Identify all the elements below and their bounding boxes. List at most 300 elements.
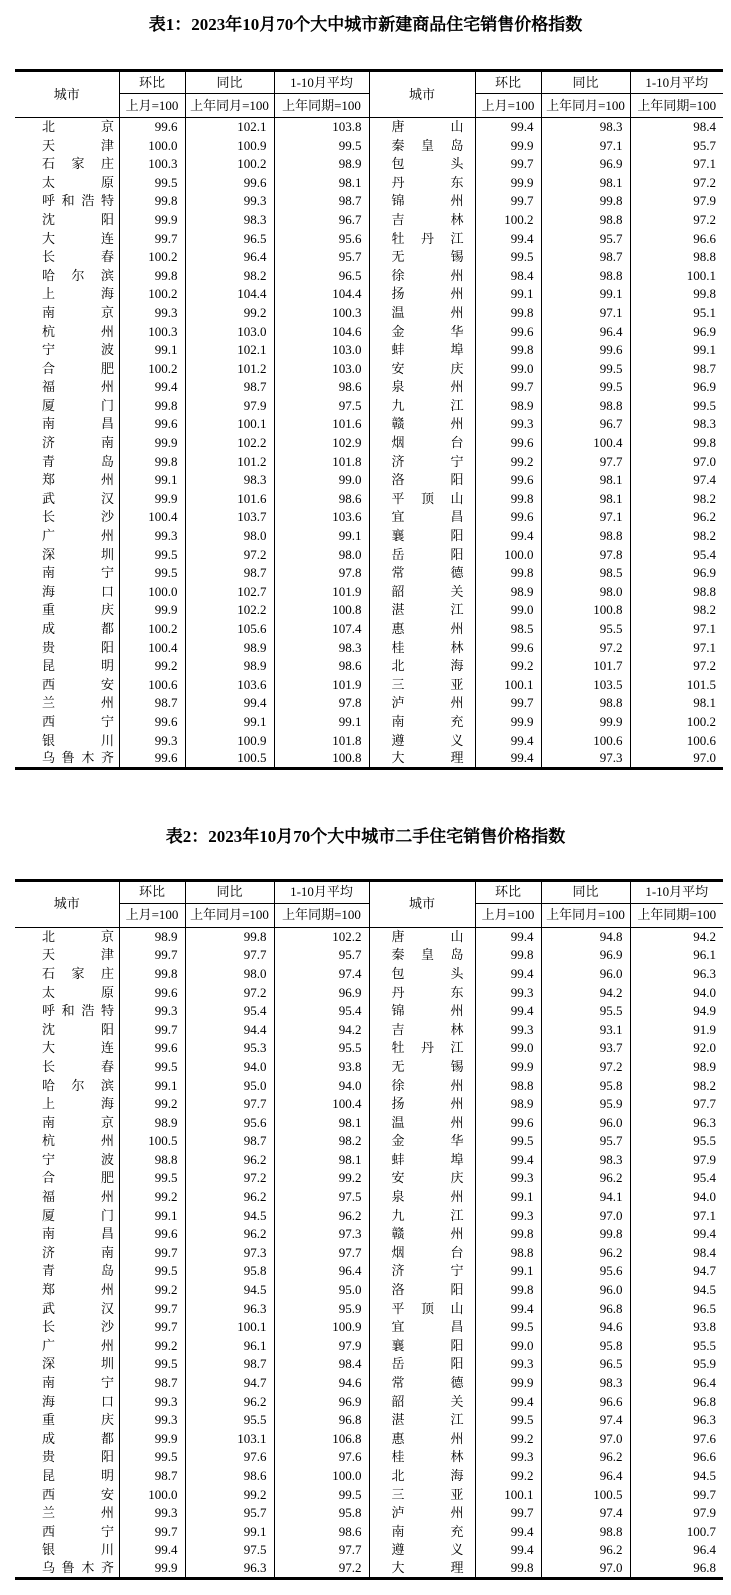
city-cell [369, 155, 475, 174]
value-cell: 99.8 [475, 1559, 541, 1578]
value-cell: 100.8 [274, 750, 369, 769]
value-cell: 98.6 [185, 1467, 274, 1486]
value-cell: 98.3 [541, 118, 630, 137]
value-cell: 94.2 [274, 1020, 369, 1039]
city-cell [369, 1467, 475, 1486]
city-name: 烟 台 [391, 435, 464, 451]
value-cell: 98.6 [274, 489, 369, 508]
table-row [15, 1448, 723, 1467]
table-row [15, 750, 723, 769]
city-name: 湛 江 [391, 602, 464, 618]
value-cell: 96.8 [541, 1299, 630, 1318]
city-cell [369, 731, 475, 750]
table-row [15, 1299, 723, 1318]
value-cell: 99.5 [119, 545, 185, 564]
value-cell: 94.2 [541, 983, 630, 1002]
value-cell: 99.8 [119, 192, 185, 211]
city-name: 贵 阳 [42, 1449, 114, 1465]
value-cell: 100.9 [274, 1318, 369, 1337]
city-name: 唐 山 [391, 929, 464, 944]
value-cell: 98.4 [630, 118, 723, 137]
value-cell: 100.3 [119, 155, 185, 174]
table-row [15, 1225, 723, 1244]
value-cell: 99.4 [475, 731, 541, 750]
value-cell: 97.9 [630, 1150, 723, 1169]
city-name: 西 安 [42, 676, 114, 692]
value-cell: 99.5 [475, 1132, 541, 1151]
value-cell: 99.6 [119, 713, 185, 732]
table-row [15, 1336, 723, 1355]
value-cell: 99.6 [475, 434, 541, 453]
city-name: 天 津 [42, 137, 114, 153]
value-cell: 99.3 [475, 1448, 541, 1467]
city-name: 昆 明 [42, 658, 114, 674]
col-header-yoy-base: 上年同月=100 [541, 903, 630, 927]
city-cell [15, 582, 119, 601]
city-name: 深 圳 [42, 546, 114, 562]
value-cell: 99.4 [475, 1522, 541, 1541]
value-cell: 100.7 [630, 1522, 723, 1541]
value-cell: 97.5 [185, 1541, 274, 1560]
table2-title: 表2：2023年10月70个大中城市二手住宅销售价格指数 [165, 826, 566, 846]
value-cell: 99.7 [119, 1299, 185, 1318]
city-name: 西 安 [42, 1486, 114, 1502]
value-cell: 99.5 [119, 173, 185, 192]
col-header-mom: 环比 [475, 71, 541, 94]
value-cell: 99.5 [119, 1355, 185, 1374]
city-cell [15, 946, 119, 965]
city-cell [15, 1541, 119, 1560]
table-row [15, 1113, 723, 1132]
table-row [15, 378, 723, 397]
table-row [15, 118, 723, 137]
value-cell: 100.1 [475, 675, 541, 694]
col-header-city: 城市 [53, 896, 80, 912]
value-cell: 98.4 [475, 266, 541, 285]
col-header-city: 城市 [369, 880, 475, 927]
value-cell: 96.9 [630, 378, 723, 397]
city-name: 兰 州 [42, 1505, 114, 1521]
value-cell: 100.2 [119, 248, 185, 267]
value-cell: 99.8 [119, 964, 185, 983]
value-cell: 99.4 [475, 927, 541, 946]
value-cell: 99.1 [185, 713, 274, 732]
value-cell: 99.7 [475, 192, 541, 211]
city-cell [15, 657, 119, 676]
value-cell: 96.8 [274, 1411, 369, 1430]
value-cell: 99.4 [475, 118, 541, 137]
table-row [15, 1467, 723, 1486]
value-cell: 99.5 [475, 1318, 541, 1337]
value-cell: 99.1 [119, 341, 185, 360]
city-name: 泸 州 [391, 1505, 464, 1521]
value-cell: 97.1 [630, 638, 723, 657]
city-cell [15, 1336, 119, 1355]
value-cell: 99.5 [274, 136, 369, 155]
value-cell: 95.7 [185, 1504, 274, 1523]
city-name: 海 口 [42, 583, 114, 599]
value-cell: 99.4 [475, 1541, 541, 1560]
city-name: 湛 江 [391, 1412, 464, 1428]
value-cell: 99.8 [119, 396, 185, 415]
value-cell: 96.9 [630, 322, 723, 341]
value-cell: 99.0 [475, 601, 541, 620]
value-cell: 98.2 [274, 1132, 369, 1151]
city-name: 温 州 [391, 1114, 464, 1130]
value-cell: 99.3 [119, 303, 185, 322]
value-cell: 99.3 [475, 415, 541, 434]
col-header-avg-base: 上年同期=100 [274, 94, 369, 118]
value-cell: 97.5 [274, 396, 369, 415]
city-name: 牡 丹 江 [391, 230, 464, 246]
city-cell [15, 620, 119, 639]
city-name: 唐 山 [391, 119, 464, 135]
city-name: 福 州 [42, 379, 114, 395]
value-cell: 99.5 [541, 378, 630, 397]
value-cell: 99.8 [630, 285, 723, 304]
value-cell: 102.2 [274, 927, 369, 946]
value-cell: 99.5 [541, 359, 630, 378]
table-row [15, 620, 723, 639]
city-cell [369, 415, 475, 434]
city-cell [15, 378, 119, 397]
value-cell: 97.0 [630, 750, 723, 769]
city-name: 安 庆 [391, 1170, 464, 1186]
value-cell: 96.2 [185, 1392, 274, 1411]
city-cell [15, 927, 119, 946]
table-row [15, 1522, 723, 1541]
value-cell: 100.2 [185, 155, 274, 174]
table-row [15, 1057, 723, 1076]
city-name: 宜 昌 [391, 509, 464, 525]
city-cell [369, 1169, 475, 1188]
city-cell [15, 694, 119, 713]
table2-header [15, 880, 723, 927]
city-cell [15, 1206, 119, 1225]
city-cell [369, 378, 475, 397]
city-cell [15, 1467, 119, 1486]
city-cell [369, 527, 475, 546]
value-cell: 100.0 [119, 582, 185, 601]
value-cell: 94.8 [541, 927, 630, 946]
table-row [15, 210, 723, 229]
value-cell: 96.9 [541, 155, 630, 174]
city-cell [369, 750, 475, 769]
value-cell: 99.7 [475, 694, 541, 713]
col-header-mom: 环比 [119, 71, 185, 94]
value-cell: 99.8 [475, 1225, 541, 1244]
value-cell: 98.1 [541, 489, 630, 508]
city-name: 太 原 [42, 984, 114, 1000]
value-cell: 99.1 [475, 1262, 541, 1281]
city-cell [369, 1262, 475, 1281]
table-row [15, 136, 723, 155]
city-cell [15, 1429, 119, 1448]
city-name: 吉 林 [391, 1021, 464, 1037]
value-cell: 100.0 [274, 1467, 369, 1486]
value-cell: 94.1 [541, 1188, 630, 1207]
value-cell: 99.4 [475, 1002, 541, 1021]
city-cell [15, 1076, 119, 1095]
city-cell [15, 675, 119, 694]
value-cell: 101.2 [185, 359, 274, 378]
city-cell [15, 303, 119, 322]
city-name: 青 岛 [42, 1263, 114, 1279]
city-cell [15, 396, 119, 415]
table-row [15, 1020, 723, 1039]
value-cell: 99.8 [185, 927, 274, 946]
table-row [15, 638, 723, 657]
city-cell [369, 983, 475, 1002]
city-name: 杭 州 [42, 323, 114, 339]
city-name: 烟 台 [391, 1244, 464, 1260]
city-cell [15, 192, 119, 211]
value-cell: 98.0 [185, 527, 274, 546]
table-row [15, 285, 723, 304]
city-cell [369, 396, 475, 415]
table-row [15, 1150, 723, 1169]
city-name: 徐 州 [391, 267, 464, 283]
value-cell: 98.9 [475, 582, 541, 601]
city-cell [369, 1113, 475, 1132]
value-cell: 99.8 [475, 564, 541, 583]
value-cell: 95.4 [630, 1169, 723, 1188]
value-cell: 97.2 [274, 1559, 369, 1578]
value-cell: 99.6 [119, 750, 185, 769]
city-name: 西 宁 [42, 1523, 114, 1539]
value-cell: 99.0 [274, 471, 369, 490]
city-name: 重 庆 [42, 602, 114, 618]
value-cell: 96.6 [541, 1392, 630, 1411]
city-cell [369, 1020, 475, 1039]
city-name: 包 头 [391, 965, 464, 981]
value-cell: 96.4 [185, 248, 274, 267]
city-name: 扬 州 [391, 1096, 464, 1112]
city-cell [15, 248, 119, 267]
city-name: 温 州 [391, 304, 464, 320]
city-name: 大 连 [42, 230, 114, 246]
value-cell: 99.9 [475, 1057, 541, 1076]
value-cell: 100.9 [185, 136, 274, 155]
table-row [15, 927, 723, 946]
value-cell: 99.4 [185, 694, 274, 713]
value-cell: 95.0 [274, 1281, 369, 1300]
value-cell: 97.1 [630, 620, 723, 639]
city-name: 金 华 [391, 323, 464, 339]
table-row [15, 248, 723, 267]
value-cell: 96.3 [185, 1559, 274, 1578]
value-cell: 101.8 [274, 731, 369, 750]
city-name: 兰 州 [42, 695, 114, 711]
value-cell: 96.7 [274, 210, 369, 229]
value-cell: 99.9 [119, 1429, 185, 1448]
value-cell: 98.9 [185, 638, 274, 657]
city-name: 遵 义 [391, 732, 464, 748]
value-cell: 99.3 [119, 1002, 185, 1021]
value-cell: 100.2 [119, 359, 185, 378]
value-cell: 94.0 [274, 1076, 369, 1095]
value-cell: 102.7 [185, 582, 274, 601]
city-cell [369, 248, 475, 267]
value-cell: 100.9 [185, 731, 274, 750]
col-header-mom-base: 上月=100 [475, 903, 541, 927]
value-cell: 99.7 [119, 946, 185, 965]
value-cell: 99.4 [475, 229, 541, 248]
city-cell [369, 1243, 475, 1262]
city-cell [369, 285, 475, 304]
value-cell: 98.7 [185, 378, 274, 397]
value-cell: 98.3 [185, 471, 274, 490]
city-name: 金 华 [391, 1133, 464, 1149]
value-cell: 99.2 [119, 1188, 185, 1207]
value-cell: 94.9 [630, 1002, 723, 1021]
col-header-mom-base: 上月=100 [119, 94, 185, 118]
table1-body [15, 118, 723, 769]
value-cell: 95.5 [541, 1002, 630, 1021]
city-cell [15, 434, 119, 453]
value-cell: 103.7 [185, 508, 274, 527]
value-cell: 95.9 [274, 1299, 369, 1318]
value-cell: 104.4 [185, 285, 274, 304]
city-name: 惠 州 [391, 621, 464, 636]
value-cell: 98.9 [185, 657, 274, 676]
city-name: 长 沙 [42, 509, 114, 525]
value-cell: 94.0 [630, 983, 723, 1002]
value-cell: 97.0 [541, 1559, 630, 1578]
value-cell: 99.8 [119, 452, 185, 471]
value-cell: 99.8 [119, 266, 185, 285]
value-cell: 99.6 [475, 508, 541, 527]
city-cell [15, 1522, 119, 1541]
city-name: 泸 州 [391, 695, 464, 711]
value-cell: 96.2 [541, 1243, 630, 1262]
city-cell [369, 1225, 475, 1244]
value-cell: 99.5 [630, 396, 723, 415]
city-cell [369, 1392, 475, 1411]
city-name: 广 州 [42, 1337, 114, 1353]
value-cell: 99.7 [119, 1318, 185, 1337]
city-cell [369, 303, 475, 322]
value-cell: 99.6 [119, 1039, 185, 1058]
city-cell [369, 1299, 475, 1318]
value-cell: 98.8 [541, 396, 630, 415]
value-cell: 99.6 [475, 638, 541, 657]
city-name: 乌 鲁 木 齐 [42, 1560, 114, 1576]
value-cell: 94.7 [185, 1374, 274, 1393]
city-cell [369, 118, 475, 137]
value-cell: 97.0 [541, 1206, 630, 1225]
city-cell [15, 1448, 119, 1467]
value-cell: 99.8 [475, 489, 541, 508]
value-cell: 100.8 [541, 601, 630, 620]
city-name: 蚌 埠 [391, 342, 464, 358]
value-cell: 98.2 [630, 527, 723, 546]
city-cell [15, 1243, 119, 1262]
value-cell: 95.5 [630, 1336, 723, 1355]
city-cell [369, 1188, 475, 1207]
city-name: 长 春 [42, 1058, 114, 1074]
value-cell: 93.1 [541, 1020, 630, 1039]
col-header-yoy-base: 上年同月=100 [541, 94, 630, 118]
value-cell: 95.8 [541, 1076, 630, 1095]
value-cell: 92.0 [630, 1039, 723, 1058]
table-row [15, 657, 723, 676]
city-cell [369, 1206, 475, 1225]
city-cell [369, 1559, 475, 1578]
city-cell [15, 1355, 119, 1374]
col-header-avg-base: 上年同期=100 [630, 903, 723, 927]
value-cell: 97.4 [541, 1411, 630, 1430]
city-name: 泉 州 [391, 379, 464, 395]
city-name: 厦 门 [42, 1207, 114, 1223]
city-name: 锦 州 [391, 1003, 464, 1019]
value-cell: 99.1 [274, 527, 369, 546]
city-name: 安 庆 [391, 360, 464, 376]
value-cell: 97.2 [185, 545, 274, 564]
city-name: 哈 尔 滨 [42, 267, 114, 283]
table-row [15, 1355, 723, 1374]
city-cell [369, 359, 475, 378]
city-name: 南 昌 [42, 416, 114, 432]
city-name: 深 圳 [42, 1356, 114, 1372]
value-cell: 98.7 [185, 1355, 274, 1374]
value-cell: 99.9 [475, 713, 541, 732]
value-cell: 98.2 [185, 266, 274, 285]
city-cell [369, 638, 475, 657]
city-cell [15, 489, 119, 508]
value-cell: 99.1 [475, 285, 541, 304]
value-cell: 96.3 [630, 1113, 723, 1132]
city-name: 惠 州 [391, 1430, 464, 1446]
city-name: 乌 鲁 木 齐 [42, 750, 114, 766]
city-name: 银 川 [42, 1542, 114, 1558]
value-cell: 99.4 [475, 1392, 541, 1411]
table-row [15, 434, 723, 453]
value-cell: 94.0 [185, 1057, 274, 1076]
value-cell: 104.6 [274, 322, 369, 341]
value-cell: 96.2 [274, 1206, 369, 1225]
city-cell [369, 136, 475, 155]
city-cell [15, 452, 119, 471]
value-cell: 96.3 [185, 1299, 274, 1318]
city-cell [15, 1020, 119, 1039]
city-cell [15, 1095, 119, 1114]
value-cell: 98.0 [185, 964, 274, 983]
city-cell [15, 1281, 119, 1300]
table-row [15, 964, 723, 983]
value-cell: 99.3 [119, 1411, 185, 1430]
table-row [15, 396, 723, 415]
city-cell [369, 1336, 475, 1355]
value-cell: 100.4 [119, 508, 185, 527]
value-cell: 99.5 [119, 564, 185, 583]
value-cell: 97.1 [630, 1206, 723, 1225]
city-name: 武 汉 [42, 1300, 114, 1316]
table-row [15, 1243, 723, 1262]
city-cell [15, 136, 119, 155]
table-row [15, 452, 723, 471]
value-cell: 99.4 [119, 1541, 185, 1560]
city-cell [369, 545, 475, 564]
table-row [15, 1095, 723, 1114]
value-cell: 99.9 [119, 601, 185, 620]
value-cell: 97.5 [274, 1188, 369, 1207]
city-name: 蚌 埠 [391, 1151, 464, 1167]
value-cell: 98.7 [185, 1132, 274, 1151]
value-cell: 100.3 [119, 322, 185, 341]
city-cell [369, 1150, 475, 1169]
value-cell: 97.2 [630, 210, 723, 229]
